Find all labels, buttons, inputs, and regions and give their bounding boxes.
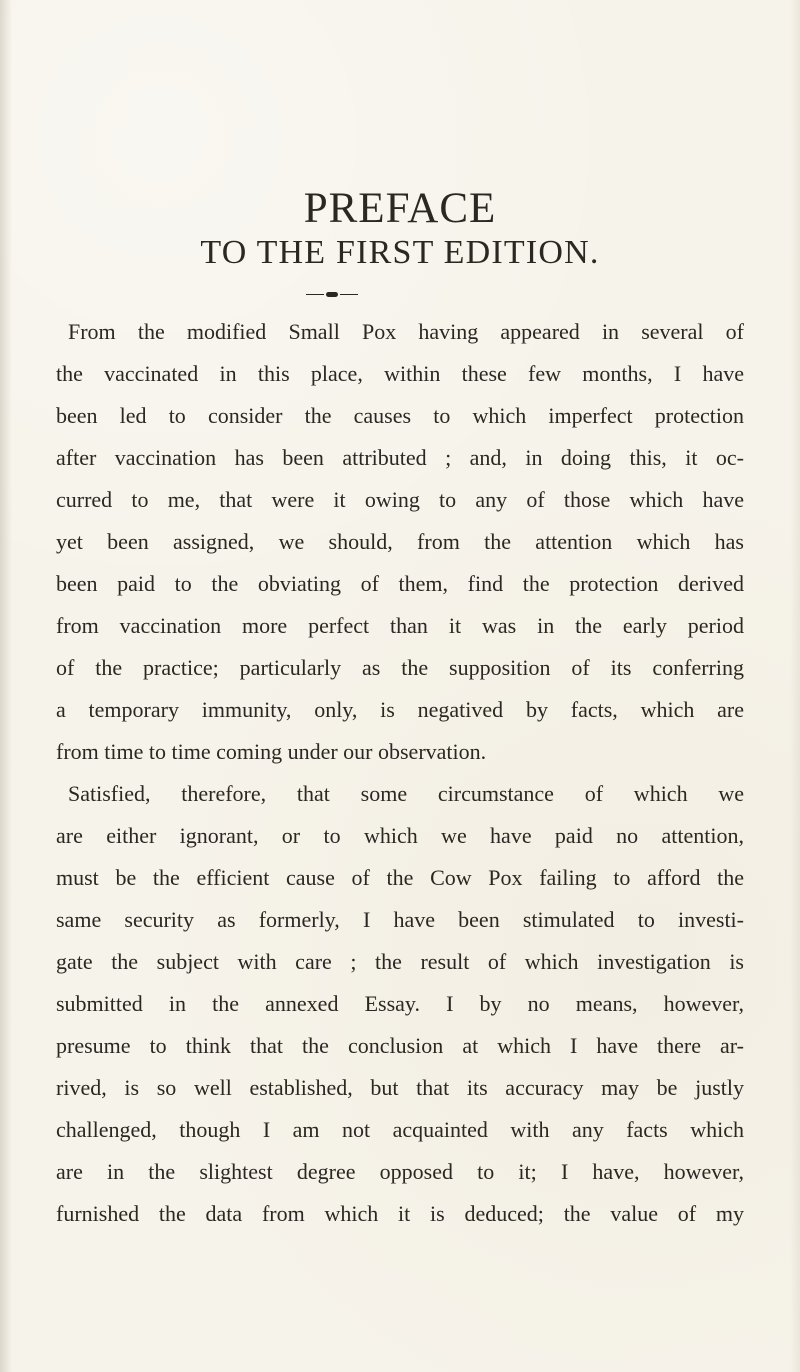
text-line: after vaccination has been attributed ; and, in doing this, it oc-: [56, 445, 744, 470]
text-line: Satisfied, therefore, that some circumstance of which we: [68, 781, 744, 806]
ornament-left-line: [306, 294, 324, 295]
text-line: are in the slightest degree opposed to it; I have, however,: [56, 1159, 744, 1184]
text-line: the vaccinated in this place, within these few months, I have: [56, 361, 744, 386]
text-line: From the modified Small Pox having appeared in several of: [68, 319, 744, 344]
text-line: been paid to the obviating of them, find the protection derived: [56, 571, 744, 596]
text-line: a temporary immunity, only, is negatived by facts, which are: [56, 697, 744, 722]
text-line: gate the subject with care ; the result of which investigation is: [56, 949, 744, 974]
page-title: PREFACE: [303, 185, 497, 232]
text-line: from vaccination more perfect than it was in the early period: [56, 613, 744, 638]
text-line: are either ignorant, or to which we have paid no attention,: [56, 823, 744, 848]
divider-ornament: [306, 291, 358, 299]
text-line: of the practice; particularly as the supposition of its conferring: [56, 655, 744, 680]
text-line: challenged, though I am not acquainted with any facts which: [56, 1117, 744, 1142]
text-line: same security as formerly, I have been stimulated to investi-: [56, 907, 744, 932]
text-line: from time to time coming under our observation.: [56, 739, 487, 764]
page-subtitle: TO THE FIRST EDITION.: [200, 234, 600, 271]
text-line: presume to think that the conclusion at which I have there ar-: [56, 1033, 744, 1058]
text-line: must be the efficient cause of the Cow Pox failing to afford the: [56, 865, 744, 890]
text-line: furnished the data from which it is deduced; the value of my: [56, 1201, 744, 1226]
ornament-center-mark: [326, 292, 338, 297]
text-line: rived, is so well established, but that its accuracy may be justly: [56, 1075, 744, 1100]
text-line: yet been assigned, we should, from the attention which has: [56, 529, 744, 554]
text-line: been led to consider the causes to which imperfect protection: [56, 403, 744, 428]
text-line: submitted in the annexed Essay. I by no means, however,: [56, 991, 744, 1016]
ornament-right-line: [340, 294, 358, 295]
text-line: curred to me, that were it owing to any of those which have: [56, 487, 744, 512]
